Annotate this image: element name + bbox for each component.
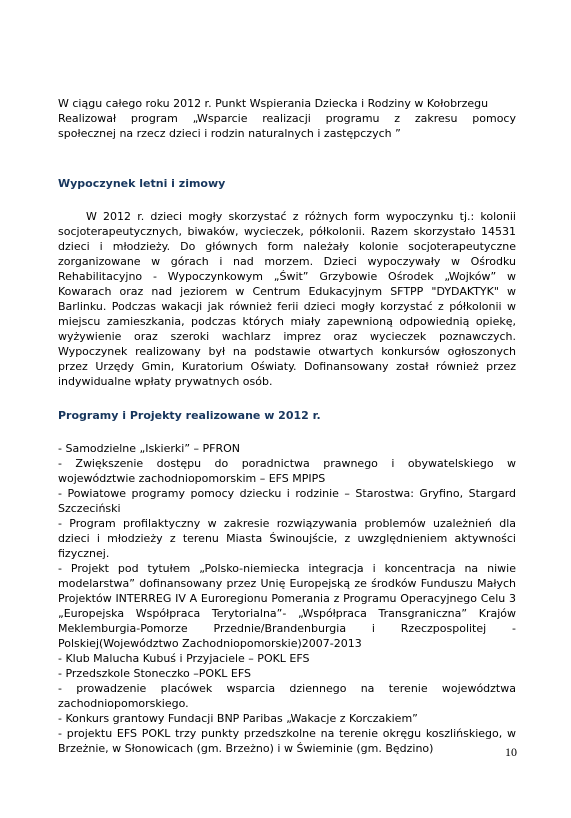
program-item: - Powiatowe programy pomocy dziecku i rodzinie – Starostwa: Gryfino, Stargard Szczeciński (58, 487, 516, 515)
intro-paragraph (58, 96, 516, 141)
intro-line-3: społecznej na rzecz dzieci i rodzin naturalnych i zastępczych ” (58, 127, 401, 140)
program-item: - projektu EFS POKL trzy punkty przedszkolne na terenie okręgu koszlińskiego, w Brzeżnie, w Słonowicach (gm. Brzeżno) i w Świeminie (gm. Będzino) (58, 727, 516, 755)
programs-heading: Programy i Projekty realizowane w 2012 r. (58, 409, 321, 422)
summer-paragraph: W 2012 r. dzieci mogły skorzystać z różnych form wypoczynku tj.: kolonii socjoterapeutycznych, biwaków, wycieczek, półkolonii. Razem skorzystało 14531 dzieci i młodzieży. Do głównych form należały kolonie socjoterapeutyczne zorganizowane w górach i nad morzem. Dzieci wypoczywały w Ośrodku Rehabilitacyjno - Wypoczynkowym „Świt” Grzybowie Ośrodek „Wojków” w Kowarach oraz nad jeziorem w Centrum Edukacyjnym SFTPP "DYDAKTYK" w Barlinku. Podczas wakacji jak również ferii dzieci mogły korzystać z półkolonii w miejscu zamieszkania, podczas których miały zapewnioną odpowiednią opiekę, wyżywienie oraz szeroki wachlarz imprez oraz wycieczek poznawczych. Wypoczynek realizowany był na podstawie otwartych konkursów ogłoszonych przez Urzędy Gmin, Kuratorium Oświaty. Dofinansowany został również przez indywidualne wpłaty prywatnych osób. (58, 210, 516, 388)
intro-line-2: Realizował program „Wsparcie realizacji programu z zakresu pomocy (58, 112, 516, 125)
program-item: - Projekt pod tytułem „Polsko-niemiecka integracja i koncentracja na niwie modelarstwa” dofinansowany przez Unię Europejską ze środków Funduszu Małych Projektów INTERREG IV A Euroregionu Pomerania z Programu Operacyjnego Celu 3 „Europejska Współpraca Terytorialna”- „Współpraca Transgraniczna” Krajów Meklemburgia-Pomorze Przednie/Brandenburgia i Rzeczpospolitej -Polskiej(Województwo Zachodniopomorskie)2007-2013 (58, 562, 516, 650)
program-item: - Przedszkole Stoneczko –POKL EFS (58, 667, 251, 680)
programs-list (58, 441, 516, 756)
page-number: 10 (505, 745, 517, 759)
summer-heading: Wypoczynek letni i zimowy (58, 177, 226, 190)
program-item: - Zwiększenie dostępu do poradnictwa prawnego i obywatelskiego w województwie zachodniopomorskim – EFS MPIPS (58, 457, 516, 485)
program-item: - prowadzenie placówek wsparcia dziennego na terenie województwa zachodniopomorskiego. (58, 682, 516, 710)
program-item: - Konkurs grantowy Fundacji BNP Paribas „Wakacje z Korczakiem” (58, 712, 418, 725)
intro-line-1: W ciągu całego roku 2012 r. Punkt Wspierania Dziecka i Rodziny w Kołobrzegu (58, 97, 489, 110)
program-item: - Program profilaktyczny w zakresie rozwiązywania problemów uzależnień dla dzieci i młodzieży z terenu Miasta Świnoujście, z uwzględnieniem aktywności fizycznej. (58, 517, 516, 560)
program-item: - Klub Malucha Kubuś i Przyjaciele – POKL EFS (58, 652, 310, 665)
program-item: - Samodzielne „Iskierki” – PFRON (58, 442, 241, 455)
document-page (58, 96, 516, 756)
